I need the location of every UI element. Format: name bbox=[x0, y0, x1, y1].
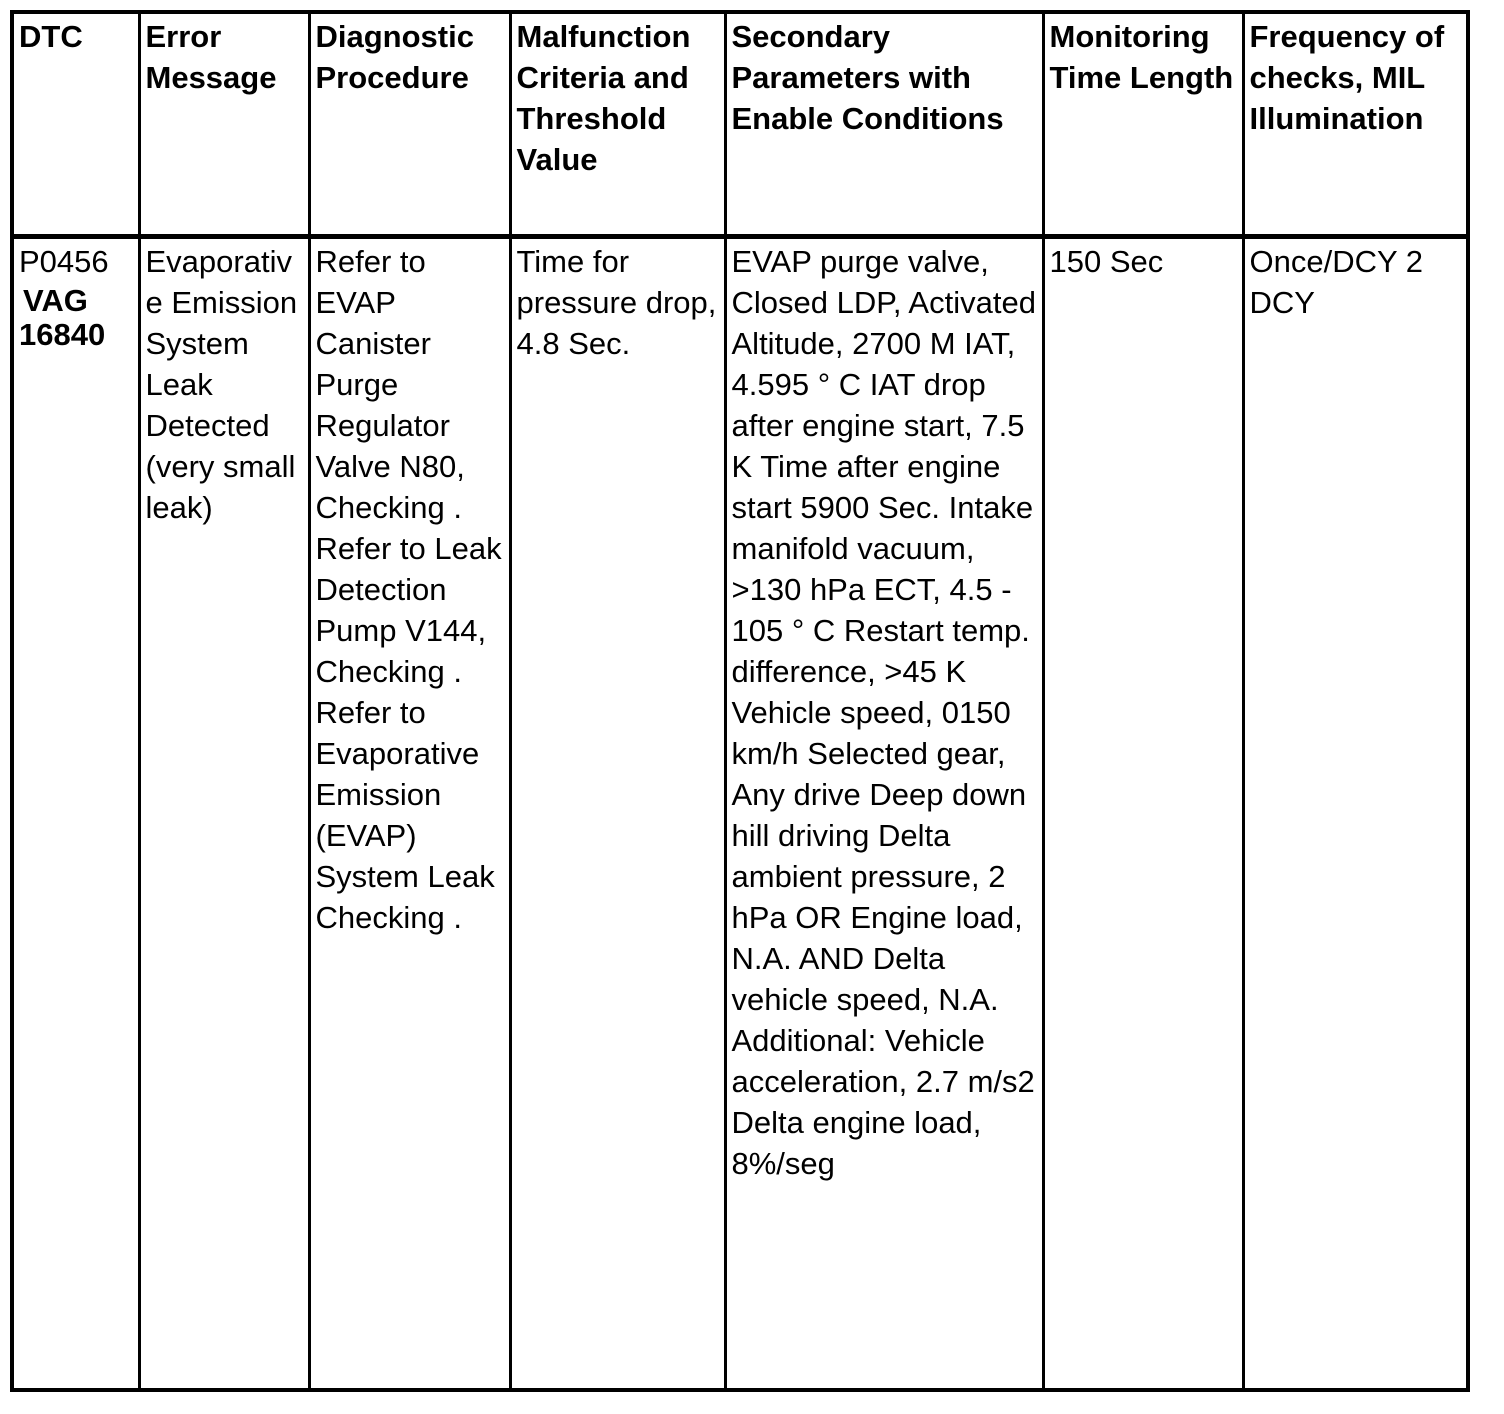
vag-code: 16840 bbox=[19, 317, 106, 352]
header-row bbox=[12, 12, 1468, 237]
header-frequency: Frequency of checks, MIL Illumination bbox=[1243, 12, 1468, 237]
header-monitoring-time: Monitoring Time Length bbox=[1043, 12, 1243, 237]
header-malfunction-criteria: Malfunction Criteria and Threshold Value bbox=[510, 12, 725, 237]
cell-secondary-parameters bbox=[725, 237, 1043, 1391]
dtc-table bbox=[10, 10, 1470, 1392]
cell-frequency bbox=[1243, 237, 1468, 1391]
header-secondary-parameters: Secondary Parameters with Enable Conditions bbox=[725, 12, 1043, 237]
secondary-parameters-text: EVAP purge valve, Closed LDP, Activated Altitude, 2700 M IAT, 4.595 ° C IAT drop after engine start, 7.5 K Time after engine start 5900 Sec. Intake manifold vacuum, >130 hPa ECT, 4.5 - 105 ° C Restart temp. difference, >45 K Vehicle speed, 0150 km/h Selected gear, Any drive Deep down hill driving Delta ambient pressure, 2 hPa OR Engine load, N.A. AND Delta vehicle speed, N.A. Additional: Vehicle acceleration, 2.7 m/s2 Delta engine load, 8%/seg bbox=[731, 244, 1036, 1181]
cell-error-message bbox=[139, 237, 309, 1391]
monitoring-time-text: 150 Sec bbox=[1049, 244, 1164, 279]
header-dtc: DTC bbox=[12, 12, 139, 237]
table-row bbox=[12, 237, 1468, 1391]
header-error-message: Error Message bbox=[139, 12, 309, 237]
vag-code-block bbox=[19, 284, 133, 352]
cell-monitoring-time bbox=[1043, 237, 1243, 1391]
malfunction-criteria-text: Time for pressure drop, 4.8 Sec. bbox=[516, 244, 717, 361]
dtc-code: P0456 bbox=[19, 244, 109, 279]
cell-malfunction-criteria bbox=[510, 237, 725, 1391]
error-message-text: Evaporative Emission System Leak Detected (very small leak) bbox=[145, 244, 298, 525]
diagnostic-procedure-text: Refer to EVAP Canister Purge Regulator Valve N80, Checking . Refer to Leak Detection Pump V144, Checking . Refer to Evaporative Emission (EVAP) System Leak Checking . bbox=[315, 244, 502, 935]
cell-diagnostic-procedure bbox=[309, 237, 510, 1391]
cell-dtc bbox=[12, 237, 139, 1391]
header-diagnostic-procedure: Diagnostic Procedure bbox=[309, 12, 510, 237]
vag-label: VAG bbox=[23, 283, 88, 318]
frequency-text: Once/DCY 2 DCY bbox=[1249, 244, 1423, 320]
